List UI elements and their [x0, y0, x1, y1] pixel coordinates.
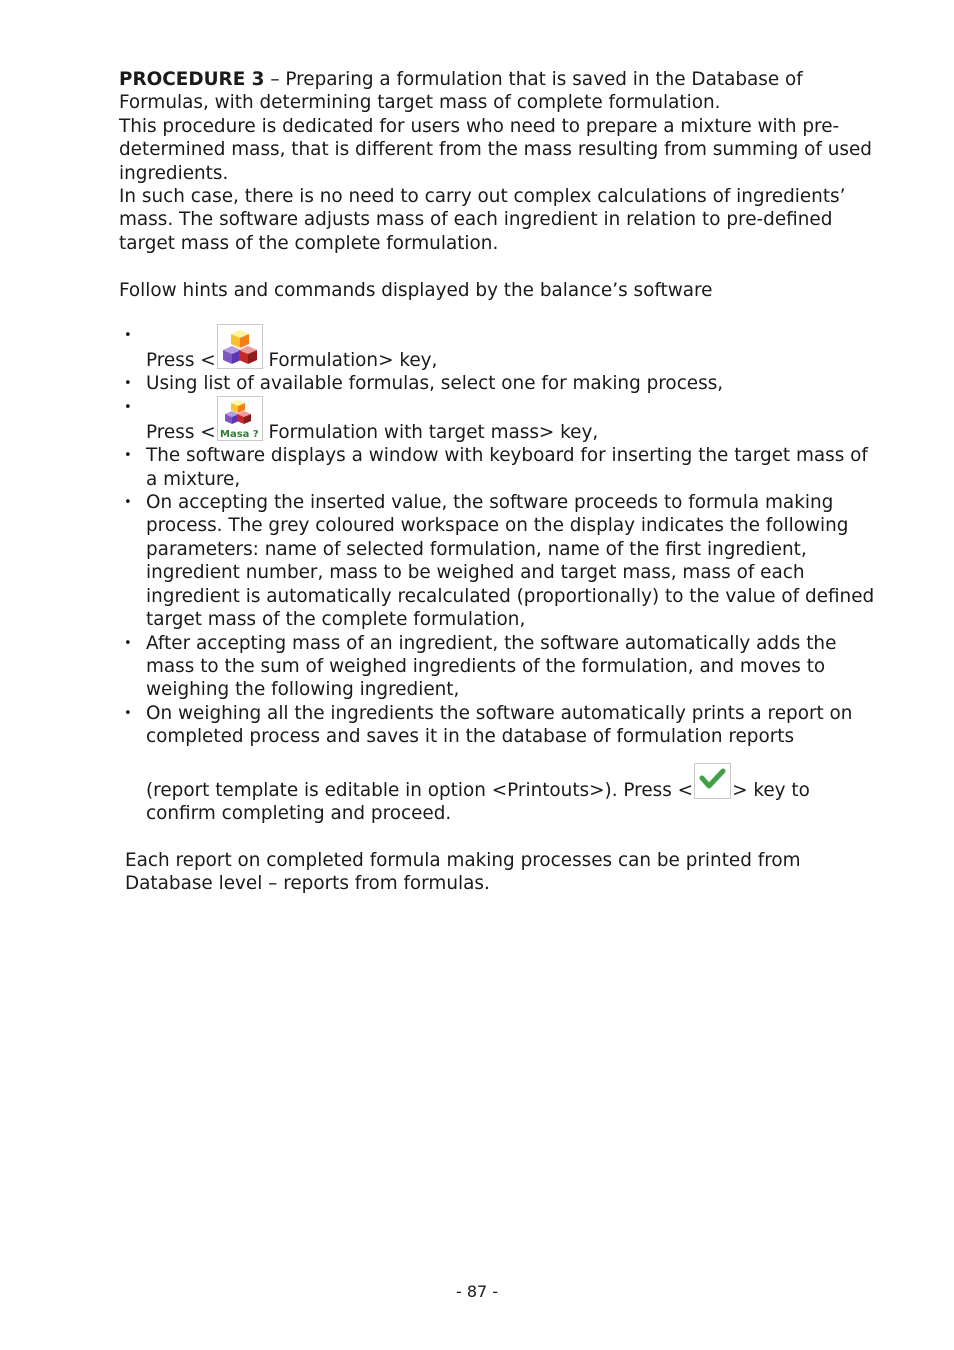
- bullet: •: [124, 328, 132, 344]
- procedure-heading: PROCEDURE 3: [119, 69, 265, 90]
- spacer: [119, 255, 879, 278]
- step-text: (report template is editable in option <Printouts>). Press <: [146, 779, 694, 801]
- step-text: On accepting the inserted value, the software proceeds to formula making process. The grey coloured workspace on the display indicates the following parameters: name of selected formulation, name of the first ingredient, ingredient number, mass to be weighed and target mass, mass of each ingredient is automatically recalculated (proportionally) to the value of defined target mass of the complete formulation,: [146, 492, 875, 631]
- list-item: [119, 372, 879, 395]
- masa-label: Masa ?: [219, 428, 259, 440]
- step-text: Using list of available formulas, select one for making process,: [146, 373, 724, 395]
- spacer: [119, 825, 879, 848]
- page-number: - 87 -: [455, 1282, 499, 1301]
- bullet: •: [124, 448, 132, 464]
- formulation-icon: [217, 324, 263, 369]
- step-text: On weighing all the ingredients the software automatically prints a report on completed process and saves it in the database of formulation reports: [146, 702, 853, 748]
- list-item: [119, 632, 879, 702]
- intro-paragraph-2: In such case, there is no need to carry out complex calculations of ingredients’ mass. The software adjusts mass of each ingredient in relation to pre-defined target mass of the complete formulation.: [119, 186, 846, 254]
- list-item: [119, 396, 879, 444]
- confirm-check-icon: [694, 763, 731, 799]
- step-text: Press <: [146, 421, 216, 443]
- formulation-target-mass-icon: [217, 396, 263, 441]
- list-item: [119, 491, 879, 631]
- step-text: Formulation with target mass> key,: [262, 421, 599, 443]
- steps-list: [119, 324, 879, 825]
- reports-paragraph: Each report on completed formula making processes can be printed from Database level – reports from formulas.: [125, 849, 801, 895]
- confirm-line: [146, 763, 879, 826]
- step-text: > key to confirm completing and proceed.: [146, 779, 810, 824]
- intro-heading-paragraph: [119, 68, 879, 115]
- bullet: •: [124, 376, 132, 392]
- step-text: Press <: [146, 350, 216, 372]
- bullet: •: [124, 495, 132, 511]
- step-text: The software displays a window with keyboard for inserting the target mass of a mixture,: [146, 445, 868, 490]
- bullet: •: [124, 705, 132, 721]
- bullet: •: [124, 399, 132, 415]
- intro-paragraph-1: This procedure is dedicated for users who need to prepare a mixture with pre-determined mass, that is different from the mass resulting from summing of used ingredients.: [119, 115, 872, 184]
- document-page: [119, 68, 879, 896]
- step-text: After accepting mass of an ingredient, the software automatically adds the mass to the sum of weighed ingredients of the formulation, and moves to weighing the following ingredient,: [146, 632, 837, 701]
- list-item: [119, 702, 879, 826]
- list-item: [119, 324, 879, 372]
- bullet: •: [124, 635, 132, 651]
- procedure-title: – Preparing a formulation that is saved in the Database of Formulas, with determining target mass of complete formulation.: [119, 69, 803, 114]
- follow-hints-text: Follow hints and commands displayed by the balance’s software: [119, 279, 713, 301]
- list-item: [119, 444, 879, 491]
- step-text: Formulation> key,: [262, 350, 438, 372]
